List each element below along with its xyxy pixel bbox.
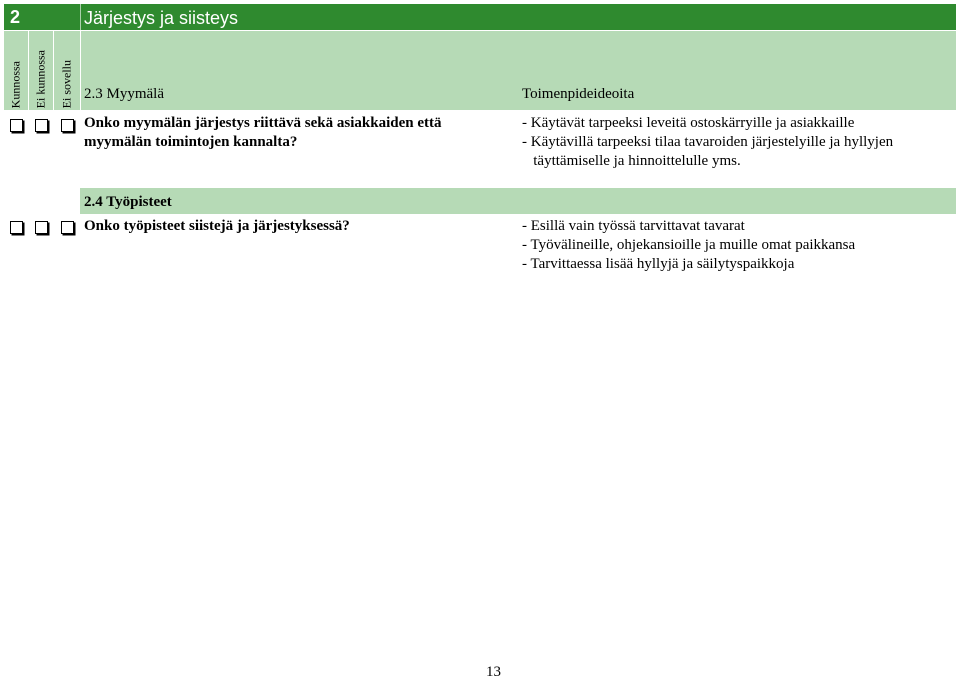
- idea-item: - Käytävillä tarpeeksi tilaa tavaroiden järjestelyille ja hyllyjen: [522, 134, 894, 150]
- ideas-tyopisteet: [522, 217, 855, 274]
- ei-kunnossa-label: Ei kunnossa: [33, 49, 48, 108]
- question-line: Onko työpisteet siistejä ja järjestyksessä?: [84, 218, 350, 234]
- section-band-tyopisteet: [80, 188, 956, 214]
- idea-item: - Tarvittaessa lisää hyllyjä ja säilytyspaikkoja: [522, 256, 795, 272]
- question-tyopisteet: [84, 217, 350, 236]
- column-header-kunnossa: [4, 31, 28, 110]
- page-number: 13: [486, 664, 501, 680]
- checklist-row-tyopisteet: [4, 216, 956, 276]
- column-divider: [80, 31, 81, 110]
- kunnossa-label: Kunnossa: [8, 60, 23, 108]
- question-line: Onko myymälän järjestys riittävä sekä asiakkaiden että: [84, 115, 442, 131]
- question-myymala: [84, 114, 442, 152]
- column-header-ei-kunnossa: [29, 31, 53, 110]
- ei-sovellu-label: Ei sovellu: [59, 59, 74, 108]
- checkbox-ei-sovellu[interactable]: [61, 119, 74, 132]
- checkbox-kunnossa[interactable]: [10, 119, 23, 132]
- chapter-number: 2: [10, 7, 21, 27]
- ideas-myymala: [522, 114, 893, 171]
- idea-item: - Työvälineille, ohjekansioille ja muille omat paikkansa: [522, 237, 856, 253]
- idea-item: täyttämiselle ja hinnoittelulle yms.: [522, 153, 741, 169]
- checklist-row-myymala: [4, 110, 956, 185]
- chapter-title: Järjestys ja siisteys: [84, 8, 239, 28]
- checkbox-ei-sovellu[interactable]: [61, 221, 74, 234]
- title-divider: [80, 4, 81, 30]
- idea-item: - Käytävät tarpeeksi leveitä ostoskärryille ja asiakkaille: [522, 115, 855, 131]
- idea-item: - Esillä vain työssä tarvittavat tavarat: [522, 218, 745, 234]
- checkbox-kunnossa[interactable]: [10, 221, 23, 234]
- section-heading-myymala: 2.3 Myymälä: [84, 86, 164, 102]
- column-header-ei-sovellu: [54, 31, 80, 110]
- section-heading-tyopisteet: 2.4 Työpisteet: [84, 194, 172, 210]
- toimenpideideoita-header: Toimenpideideoita: [522, 86, 635, 102]
- checkbox-ei-kunnossa[interactable]: [35, 221, 48, 234]
- checkbox-ei-kunnossa[interactable]: [35, 119, 48, 132]
- question-line: myymälän toimintojen kannalta?: [84, 134, 298, 150]
